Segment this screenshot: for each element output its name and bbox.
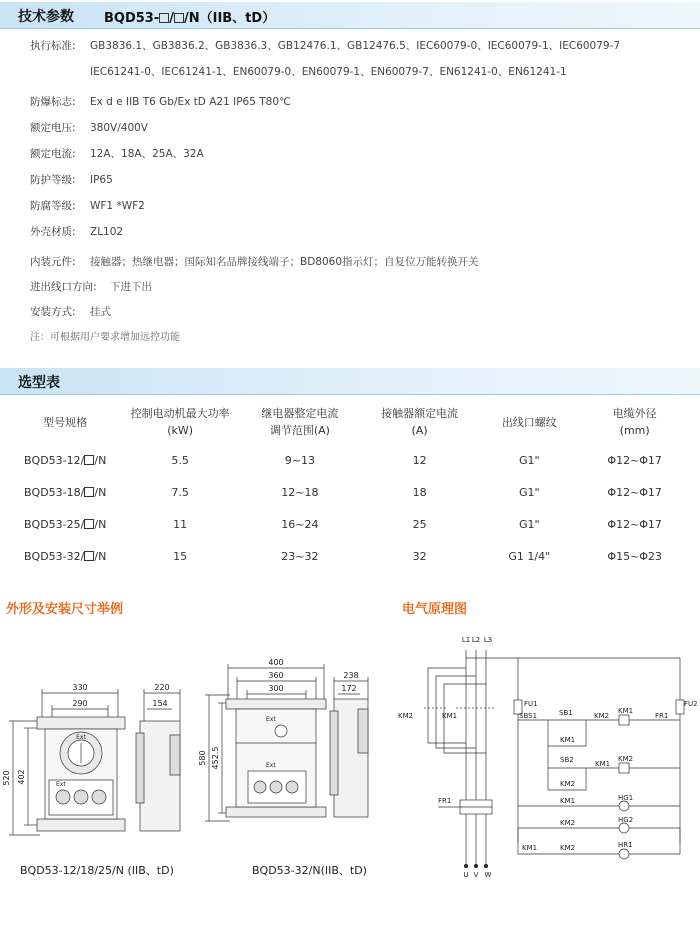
label-KM1-hg: KM1: [560, 797, 576, 805]
table-row: BQD53-32/ /N 15 23~32 32 G1 1/4" Φ15~Φ23: [24, 549, 662, 563]
label-W: W: [484, 871, 492, 878]
selection-banner: [0, 368, 700, 395]
label-FU2: FU2: [684, 700, 698, 708]
label-L3: L3: [483, 636, 493, 644]
label-L1: L1: [461, 636, 471, 644]
label-KM2-hg: KM2: [560, 819, 576, 827]
table-row: BQD53-12/ /N 5.5 9~13 12 G1" Φ12~Φ17: [24, 453, 662, 467]
selection-table: [10, 400, 690, 572]
spec-anticorrosion: 防腐等级: WF1 *WF2: [30, 200, 145, 212]
dim-154: 154: [152, 699, 168, 708]
spec-standard: 执行标准: GB3836.1、GB3836.2、GB3836.3、GB12476.1、GB12476.5、IEC60079-0、IEC60079-1、IEC60079-7: [30, 40, 621, 52]
schematic-title: 电气原理图: [402, 602, 468, 617]
dim-290: 290: [72, 699, 88, 708]
label-KM1-main: KM1: [442, 712, 458, 720]
label-KM2-main: KM2: [398, 712, 414, 720]
table-row: BQD53-18/ /N 7.5 12~18 18 G1" Φ12~Φ17: [24, 485, 662, 499]
dim-300: 300: [268, 684, 284, 693]
label-FR1: FR1: [438, 797, 452, 805]
label-L2: L2: [471, 636, 481, 644]
dim-452-5: 452.5: [211, 746, 220, 770]
label-SB1: SB1: [559, 709, 573, 717]
tech-title: 技术参数: [18, 9, 74, 25]
small-unit-caption: BQD53-12/18/25/N (IIB、tD): [20, 864, 174, 877]
label-HG1: HG1: [618, 794, 634, 802]
selection-title: 选型表: [18, 375, 60, 391]
label-KM1-b: KM1: [595, 760, 611, 768]
table-header: 型号规格 控制电动机最大功率 (kW) 继电器整定电流 调节范围(A) 接触器额定电流 (A) 出线口螺纹 电缆外径 (mm): [43, 407, 657, 437]
label-KM1-hold: KM1: [560, 736, 576, 744]
tech-banner: [0, 2, 700, 29]
spec-components: 内装元件: 接触器；热继电器；国际知名品牌接线端子；BD8060指示灯；自复位万能转换开关: [30, 256, 479, 268]
spec-note: 注：可根据用户要求增加远控功能: [30, 332, 180, 343]
spec-voltage: 额定电压: 380V/400V: [30, 122, 148, 134]
label-KM2-a: KM2: [594, 712, 610, 720]
label-KM1-hr: KM1: [522, 844, 538, 852]
small-ext-bottom: Ext: [56, 781, 66, 788]
spec-mounting: 安装方式: 挂式: [30, 306, 111, 318]
label-FR1-c: FR1: [655, 712, 669, 720]
dimension-drawings: [0, 625, 395, 865]
spec-material: 外壳材质: ZL102: [30, 226, 124, 238]
dim-520: 520: [2, 770, 11, 786]
label-SBS1: SBS1: [519, 712, 538, 720]
schematic-diagram: [398, 628, 698, 878]
label-FU1: FU1: [524, 700, 538, 708]
dim-172: 172: [341, 684, 357, 693]
large-ext-bottom: Ext: [266, 762, 276, 769]
dim-360: 360: [268, 671, 284, 680]
label-HG2: HG2: [618, 816, 634, 824]
label-SB2: SB2: [560, 756, 574, 764]
dim-330: 330: [72, 683, 88, 692]
spec-standard-cont: IEC61241-0、IEC61241-1、EN60079-0、EN60079-1、EN60079-7、EN61241-0、EN61241-1: [90, 66, 567, 78]
label-KM2-hr: KM2: [560, 844, 576, 852]
spec-exmark: 防爆标志: Ex d e IIB T6 Gb/Ex tD A21 IP65 T80℃: [30, 96, 291, 108]
table-row: BQD53-25/ /N 11 16~24 25 G1" Φ12~Φ17: [24, 517, 662, 531]
large-unit-caption: BQD53-32/N(IIB、tD): [252, 864, 367, 877]
label-KM2-coil: KM2: [618, 755, 634, 763]
label-V: V: [473, 871, 479, 878]
spec-ip: 防护等级: IP65: [30, 174, 113, 186]
dim-400: 400: [268, 658, 284, 667]
dimensions-title: 外形及安装尺寸举例: [6, 602, 124, 617]
dim-402: 402: [17, 769, 26, 785]
label-KM1-coil: KM1: [618, 707, 634, 715]
dim-580: 580: [198, 750, 207, 766]
dim-220: 220: [154, 683, 170, 692]
small-ext-top: Ext: [76, 734, 86, 741]
spec-cable-entry: 进出线口方向: 下进下出: [30, 281, 152, 293]
label-KM2-hold: KM2: [560, 780, 576, 788]
label-U: U: [463, 871, 469, 878]
spec-current: 额定电流: 12A、18A、25A、32A: [30, 148, 204, 160]
label-HR1: HR1: [618, 841, 633, 849]
tech-model: BQD53- / /N（IIB、tD）: [104, 11, 276, 26]
dim-238: 238: [343, 671, 359, 680]
large-ext-top: Ext: [266, 716, 276, 723]
